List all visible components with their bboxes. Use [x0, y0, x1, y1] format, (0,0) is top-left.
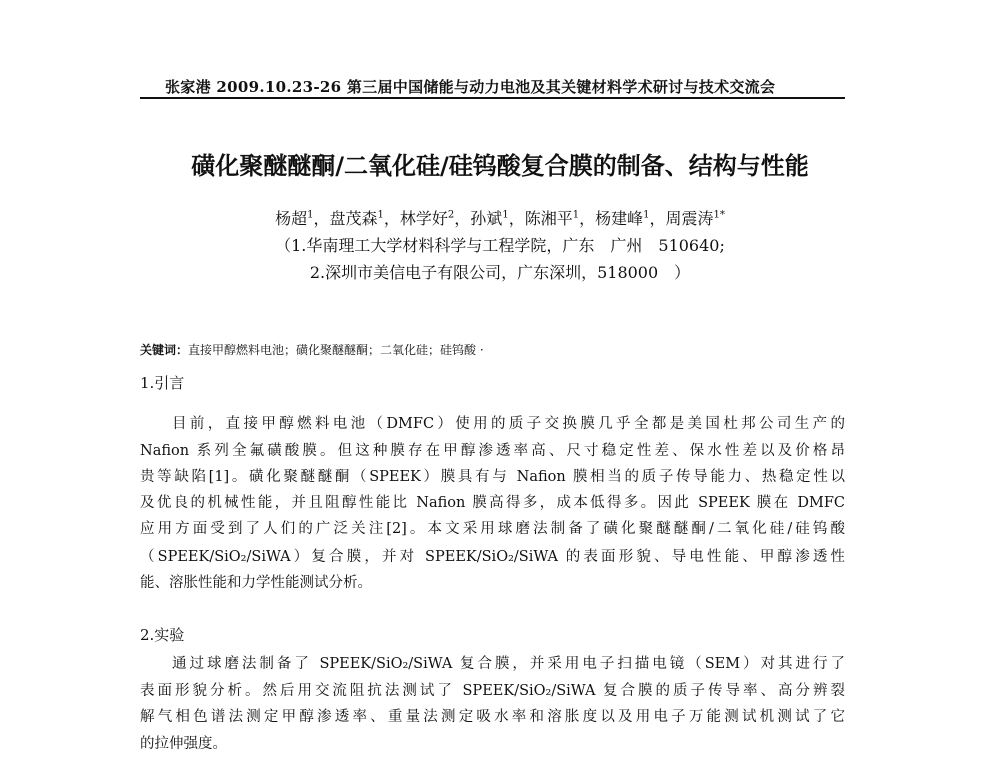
author-list [0, 206, 1000, 229]
author-affiliation-mark: 2 [447, 209, 455, 221]
author-name: 杨建峰 [595, 209, 644, 228]
body-text-line: 的拉伸强度。 [140, 736, 227, 752]
separator: ， [649, 209, 666, 228]
separator: ， [454, 209, 471, 228]
author-name: 盘茂森 [329, 209, 378, 228]
body-text-line: 通过球磨法制备了 SPEEK/SiO₂/SiWA 复合膜，并采用电子扫描电镜（SEM）对其进行了 [172, 656, 845, 672]
body-text-line: 解气相色谱法测定甲醇渗透率、重量法测定吸水率和溶胀度以及用电子万能测试机测试了它 [140, 709, 845, 725]
body-text-line: 及优良的机械性能，并且阻醇性能比 Nafion 膜高得多，成本低得多。因此 SPEEK 膜在 DMFC [140, 495, 845, 511]
author-affiliation-mark: 1 [643, 209, 650, 221]
affiliation-2: 2.深圳市美信电子有限公司，广东深圳，518000 ） [309, 263, 691, 282]
author-name: 孙斌 [470, 209, 503, 228]
separator: ， [383, 209, 400, 228]
author-affiliation-mark: 1 [377, 209, 384, 221]
keywords-label: 关键词： [140, 343, 189, 357]
author-affiliation-mark: 1* [713, 209, 725, 221]
body-text-line: 目前，直接甲醇燃料电池（DMFC）使用的质子交换膜几乎全都是美国杜邦公司生产的 [172, 416, 845, 432]
author-name: 陈湘平 [524, 209, 573, 228]
keywords-text: 直接甲醇燃料电池；磺化聚醚醚酮；二氧化硅；硅钨酸 · [188, 343, 484, 357]
header-rule [140, 97, 845, 99]
running-header: 张家港 2009.10.23-26 第三届中国储能与动力电池及其关键材料学术研讨与技术交流会 [165, 78, 776, 96]
body-text-line: 贵等缺陷[1]。磺化聚醚醚酮（SPEEK）膜具有与 Nafion 膜相当的质子传导能力、热稳定性以 [140, 469, 845, 485]
section-heading-experiment: 2.实验 [140, 626, 185, 644]
body-text-line: Nafion 系列全氟磺酸膜。但这种膜存在甲醇渗透率高、尺寸稳定性差、保水性差以及价格昂 [140, 443, 845, 459]
body-text-line: 表面形貌分析。然后用交流阻抗法测试了 SPEEK/SiO₂/SiWA 复合膜的质子传导率、高分辨裂 [140, 683, 845, 699]
affiliation-1: （1.华南理工大学材料科学与工程学院，广东 广州 510640; [275, 236, 725, 255]
keywords [140, 341, 484, 358]
body-text-line: （SPEEK/SiO₂/SiWA）复合膜，并对 SPEEK/SiO₂/SiWA 的表面形貌、导电性能、甲醇渗透性 [140, 549, 845, 565]
separator: ， [579, 209, 596, 228]
section-heading-intro: 1.引言 [140, 374, 185, 392]
author-affiliation-mark: 1 [502, 209, 509, 221]
body-text-line: 应用方面受到了人们的广泛关注[2]。本文采用球磨法制备了磺化聚醚醚酮/二氧化硅/硅钨酸 [140, 521, 845, 537]
separator: ， [313, 209, 330, 228]
author-affiliation-mark: 1 [572, 209, 580, 221]
separator: ， [508, 209, 525, 228]
paper-title: 磺化聚醚醚酮/二氧化硅/硅钨酸复合膜的制备、结构与性能 [191, 152, 809, 180]
author-name: 林学好 [399, 209, 448, 228]
body-text-line: 能、溶胀性能和力学性能测试分析。 [140, 575, 372, 591]
author-name: 周震涛 [665, 209, 714, 228]
author-affiliation-mark: 1 [307, 209, 314, 221]
author-name: 杨超 [275, 209, 308, 228]
